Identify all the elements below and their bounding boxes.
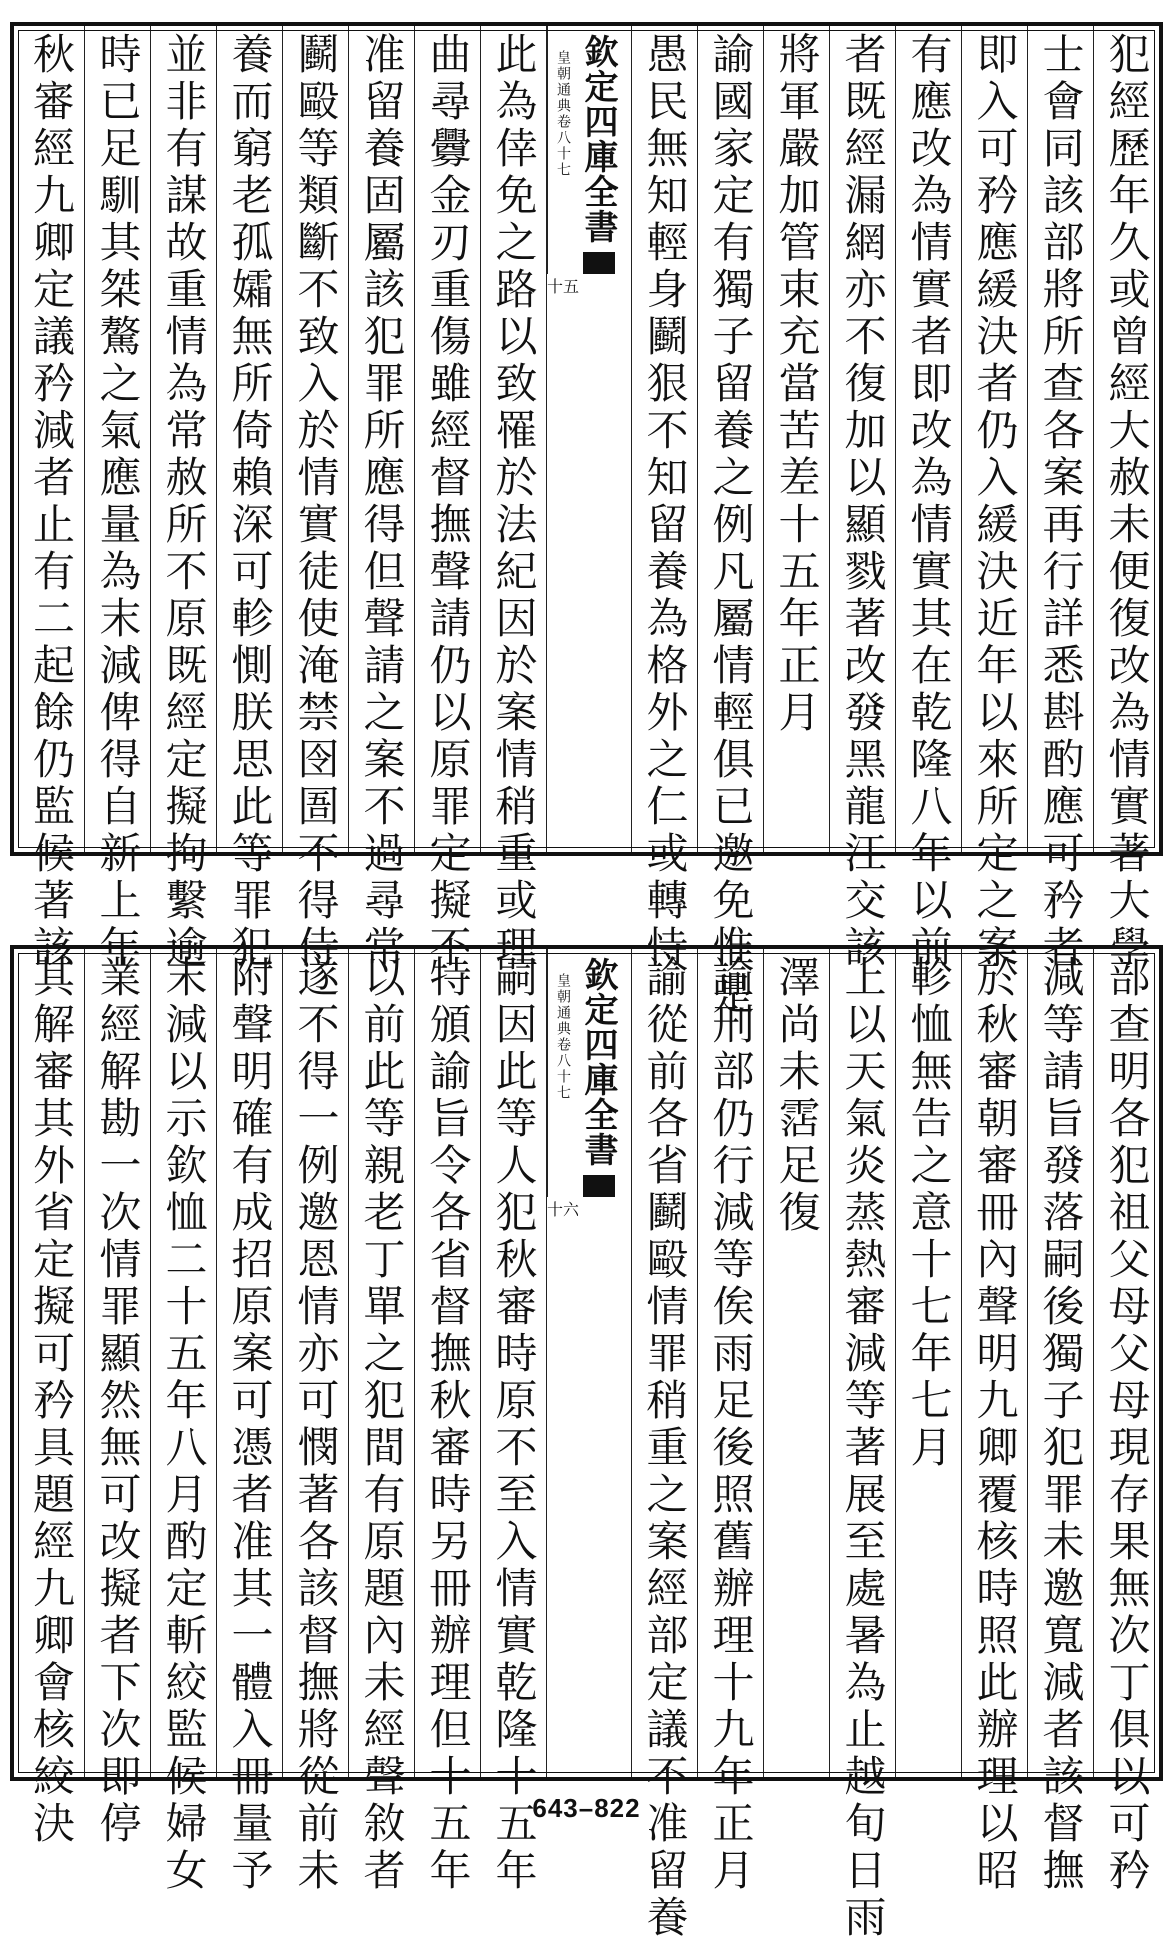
center-fold-column [546,26,631,852]
text-column [348,949,414,1895]
text-column [763,949,829,1777]
column-text: 遂不得一例邀恩情亦可憫著各該督撫將從前未 [291,955,341,1895]
column-text: 嗣因此等人犯秋審時原不至入情實乾隆十五年 [489,955,539,1895]
text-column [348,26,414,972]
column-text: 末減以示欽恤二十五年八月酌定斬絞監候婦女 [159,955,209,1895]
series-title: 欽定四庫全書 [578,957,618,1167]
text-column [961,26,1027,972]
column-text: 諭國家定有獨子留養之例凡屬情輕俱已邀免惟是 [706,32,756,1019]
book-title: 皇朝通典 [555,50,571,114]
text-column [480,26,546,972]
column-text: 秋審經九卿定議矜減者止有二起餘仍監候著該 [27,32,76,972]
column-text: 上以天氣炎蒸熱審減等著展至處暑為止越旬日雨 [838,955,888,1942]
text-column [1027,949,1093,1895]
series-title: 欽定四庫全書 [578,34,618,244]
column-text: 以前此等親老丁單之犯間有原題內未經聲敘者 [357,955,407,1895]
text-column [18,949,84,1848]
volume-number: 卷八十七 [555,1037,571,1101]
text-column [1093,949,1159,1895]
column-text: 准留養固屬該犯罪所應得但聲請之案不過尋常 [357,32,407,972]
column-text: 業經解勘一次情罪顯然無可改擬者下次即停 [93,955,143,1848]
column-text: 曲尋釁金刃重傷雖經督撫聲請仍以原罪定擬不 [423,32,473,972]
fish-tail-mark [583,252,615,274]
leaf-number: 十五 [547,277,580,296]
column-text: 諭從前各省鬬毆情罪稍重之案經部定議不准留養 [640,955,690,1942]
leaf-number: 十六 [547,1200,580,1219]
text-column [480,949,546,1895]
text-column [763,26,829,852]
center-fold [547,949,631,1197]
column-text: 者既經漏網亦不復加以顯戮著改發黑龍江交該 [838,32,888,972]
column-text: 附聲明確有成招原案可憑者准其一體入冊量予 [225,955,275,1895]
column-text: 軫恤無告之意十七年七月 [904,955,954,1472]
text-column [697,26,763,1019]
text-column [216,949,282,1895]
column-text: 士會同該部將所查各案再行詳悉斟酌應可矜者 [1036,32,1086,972]
text-column [895,26,961,972]
text-column [414,949,480,1895]
text-column [282,949,348,1895]
text-column [84,26,150,972]
text-column [895,949,961,1777]
column-text: 即入可矜應緩決者仍入緩決近年以來所定之案 [970,32,1020,972]
column-text: 諭刑部仍行減等俟雨足後照舊辦理十九年正月 [706,955,756,1895]
text-column [631,949,697,1942]
column-text: 並非有謀故重情為常赦所不原既經定擬拘繫逾 [159,32,209,972]
fish-tail-mark [583,1175,615,1197]
text-column [282,26,348,972]
column-text: 犯經歷年久或曾經大赦未便復改為情實著大學 [1102,32,1152,972]
text-column [697,949,763,1895]
column-text: 其解審其外省定擬可矜具題經九卿會核絞決 [27,955,76,1848]
column-text: 特頒諭旨令各省督撫秋審時另冊辦理但十五年 [423,955,473,1895]
text-column [84,949,150,1848]
text-column [1027,26,1093,972]
text-column [216,26,282,972]
column-text: 將軍嚴加管束充當苦差十五年正月 [772,32,822,737]
book-title: 皇朝通典 [555,973,571,1037]
text-column [18,26,84,972]
column-text: 減等請旨發落嗣後獨子犯罪未邀寬減者該督撫 [1036,955,1086,1895]
volume-number: 卷八十七 [555,114,571,178]
text-column [414,26,480,972]
text-column [829,949,895,1942]
page-reference: 643–822 [532,1793,641,1823]
column-text: 養而窮老孤孀無所倚賴深可軫惻朕思此等罪犯 [225,32,275,972]
center-fold-column [546,949,631,1777]
column-text: 於秋審朝審冊內聲明九卿覆核時照此辦理以昭 [970,955,1020,1895]
text-column [631,26,697,972]
column-text: 有應改為情實者即改為情實其在乾隆八年以前 [904,32,954,972]
column-text: 部查明各犯祖父母父母現存果無次丁俱以可矜 [1102,955,1152,1895]
column-text: 愚民無知輕身鬬狠不知留養為格外之仁或轉恃 [640,32,690,972]
text-column [829,26,895,972]
column-text: 此為倖免之路以致罹於法紀因於案情稍重或理 [489,32,539,972]
text-column [961,949,1027,1895]
column-text: 時已足馴其桀驁之氣應量為末減俾得自新上年 [93,32,143,972]
center-fold [547,26,631,274]
column-text: 鬬毆等類斷不致入於情實徒使淹禁囹圄不得侍 [291,32,341,972]
text-column [1093,26,1159,972]
column-text: 澤尚未霑足復 [772,955,822,1237]
text-column [150,949,216,1895]
top-page [10,22,1163,1019]
text-column [150,26,216,972]
